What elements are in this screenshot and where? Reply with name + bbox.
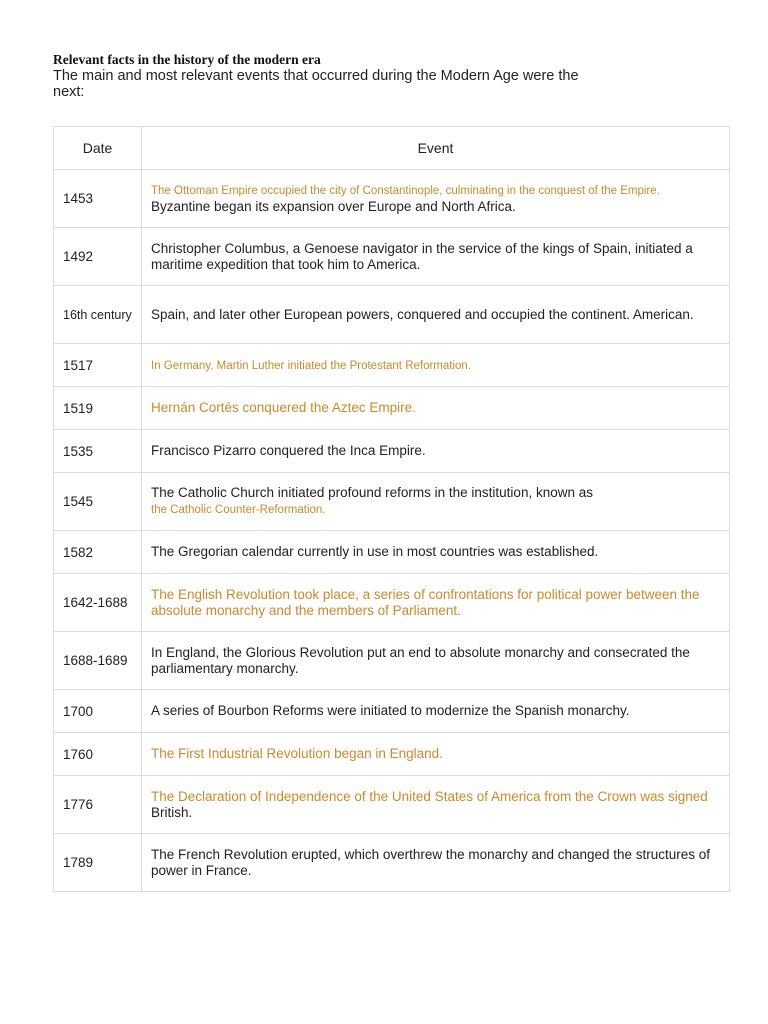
event-text: The Catholic Church initiated profound reforms in the institution, known as [151,485,593,500]
table-row [54,170,730,228]
row-event: A series of Bourbon Reforms were initiated to modernize the Spanish monarchy. [142,690,730,733]
event-highlight-text: In Germany, Martin Luther initiated the Protestant Reformation. [151,359,472,372]
header-date: Date [54,127,142,170]
intro-paragraph: The main and most relevant events that occurred during the Modern Age were the next: [53,68,579,100]
row-date: 1492 [54,228,142,286]
row-date: 16th century [54,286,142,344]
row-event: The Gregorian calendar currently in use in most countries was established. [142,531,730,574]
table-row [54,344,730,387]
table-row [54,632,730,690]
row-date: 1582 [54,531,142,574]
table-row [54,430,730,473]
table-row [54,776,730,834]
event-highlight-text: The Declaration of Independence of the United States of America from the Crown was signed [151,788,708,804]
row-date: 1545 [54,473,142,531]
document-title: Relevant facts in the history of the modern era [53,52,321,67]
document-page [53,52,730,892]
event-text: Byzantine began its expansion over Europe and North Africa. [151,199,516,214]
table-row [54,531,730,574]
event-highlight-text: The Ottoman Empire occupied the city of Constantinople, culminating in the conquest of the Empire. [151,185,660,197]
row-event [142,776,730,834]
row-event: The French Revolution erupted, which overthrew the monarchy and changed the structures of power in France. [142,834,730,892]
row-event [142,574,730,632]
event-highlight-text: The English Revolution took place, a series of confrontations for political power between the absolute monarchy and the members of Parliament. [151,586,700,618]
row-event [142,733,730,776]
event-text: British. [151,804,193,820]
table-row [54,690,730,733]
table-row [54,574,730,632]
table-row [54,834,730,892]
table-row [54,228,730,286]
row-event: In England, the Glorious Revolution put an end to absolute monarchy and consecrated the parliamentary monarchy. [142,632,730,690]
table-row [54,286,730,344]
row-date: 1642-1688 [54,574,142,632]
header-event: Event [142,127,730,170]
table-row [54,733,730,776]
row-event [142,387,730,430]
row-date: 1535 [54,430,142,473]
row-date: 1453 [54,170,142,228]
row-date: 1517 [54,344,142,387]
table-row [54,473,730,531]
row-date: 1700 [54,690,142,733]
row-event: Spain, and later other European powers, conquered and occupied the continent. American. [142,286,730,344]
events-table [53,126,730,892]
row-event [142,473,730,531]
row-date: 1789 [54,834,142,892]
row-date: 1776 [54,776,142,834]
row-event [142,344,730,387]
row-event: Francisco Pizarro conquered the Inca Empire. [142,430,730,473]
event-highlight-text: The First Industrial Revolution began in England. [151,746,443,761]
row-date: 1760 [54,733,142,776]
row-date: 1519 [54,387,142,430]
row-date: 1688-1689 [54,632,142,690]
row-event: Christopher Columbus, a Genoese navigator in the service of the kings of Spain, initiated a maritime expedition that took him to America. [142,228,730,286]
event-highlight-text: the Catholic Counter-Reformation. [151,504,326,516]
table-header-row [54,127,730,170]
row-event [142,170,730,228]
event-highlight-text: Hernán Cortés conquered the Aztec Empire. [151,400,416,415]
table-row [54,387,730,430]
